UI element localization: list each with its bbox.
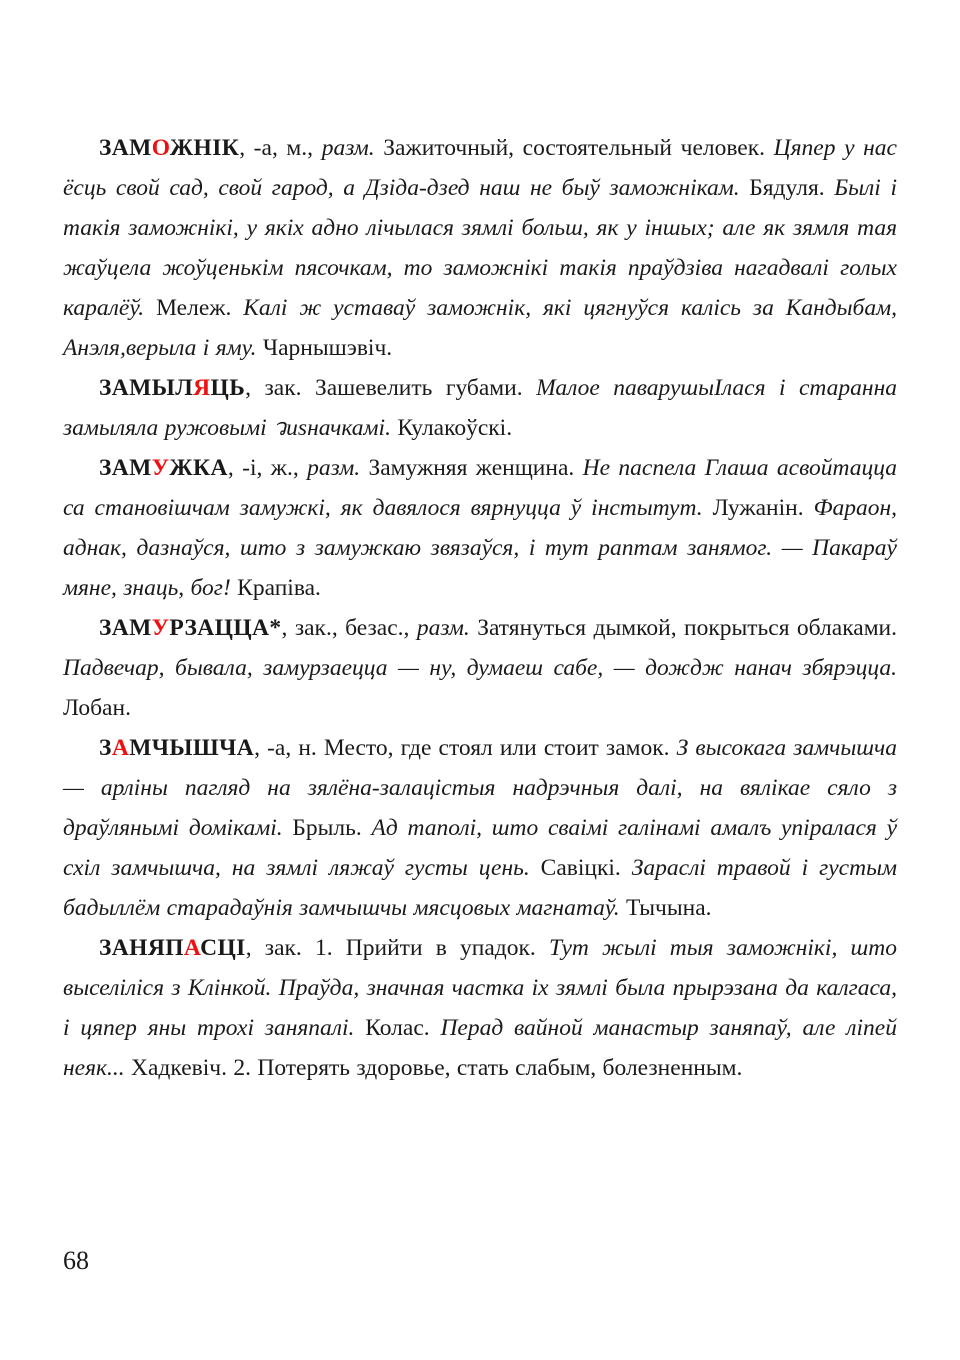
dictionary-entry (63, 728, 897, 928)
entry-headword: СЦІ (200, 935, 246, 961)
dictionary-entry (63, 448, 897, 608)
entry-headword: РЗАЦЦА* (169, 615, 282, 641)
entry-headword: ЗАМ (99, 615, 152, 641)
stress-accent-letter: А (111, 735, 130, 761)
entry-headword: МЧЫШЧА (129, 735, 255, 761)
stress-accent-letter: У (151, 615, 170, 641)
entry-headword: ЗАНЯП (99, 935, 184, 961)
grammar-label: , зак. (245, 375, 302, 401)
entry-citation: Не паспела Глаша асвойтацца са становішчам замужкі, як давялося вярнуцца ў інстытут. (63, 455, 898, 521)
entry-headword: ЦЬ (210, 375, 246, 401)
grammar-label: , -а, м., (239, 135, 322, 161)
entry-definition: Замужняя женщина. (360, 455, 583, 481)
stress-accent-letter: У (151, 455, 170, 481)
citation-author: Колас. (354, 1015, 441, 1041)
dictionary-entry (63, 928, 897, 1088)
entry-definition: Зажиточный, состоятельный человек. (374, 135, 774, 161)
sense-number: 1. (314, 935, 333, 961)
citation-author: Савіцкі. (529, 855, 632, 881)
grammar-label: , зак. (245, 935, 315, 961)
dictionary-entry (63, 368, 897, 448)
entry-citation: Калі ж уставаў заможнік, які цягнуўся калісь за Кандыбам, Анэля,верыла і яму. (63, 295, 897, 361)
entry-headword: ЗАМ (99, 455, 152, 481)
dictionary-entry (63, 128, 897, 368)
dictionary-page-body (63, 128, 897, 1088)
stress-accent-letter: А (183, 935, 201, 961)
citation-author: Кулакоўскі. (390, 415, 513, 441)
citation-author: Бядуля. (739, 175, 835, 201)
entry-headword: З (99, 735, 112, 761)
citation-author: Мележ. (144, 295, 244, 321)
entry-citation: Малое паварушыIлася і старанна замыляла ружовымі วusначкамі. (63, 375, 897, 441)
stress-accent-letter: Я (193, 375, 211, 401)
entry-citation: Фараон, аднак, дазнаўся, што з замужкаю звязаўся, і тут раптам занямог. — Пакараў мяне, знаць, бог! (63, 495, 897, 601)
entry-citation: Падвечар, бывала, замурзаецца — ну, думаеш сабе, — дождж нанач збярэцца. (63, 655, 897, 681)
entry-definition: Затянуться дымкой, покрыться облаками. (469, 615, 898, 641)
entry-definition: Зашевелить губами. (301, 375, 537, 401)
stress-accent-letter: О (151, 135, 170, 161)
citation-author: Брыль. (282, 815, 372, 841)
page-number: 68 (63, 1246, 89, 1275)
entry-definition: Прийти в упадок. (332, 935, 549, 961)
grammar-label: , -а, н. (254, 735, 317, 761)
entry-definition: Потерять здоровье, стать слабым, болезненным. (250, 1055, 743, 1081)
entry-citation: З высокага замчышча — арліны пагляд на зялёна-залацістыя надрэчныя далі, на вялікае сяло з драўлянымі домікамі. (63, 735, 897, 841)
entry-citation: Перад вайной манастыр заняпаў, але ліпей неяк... (63, 1015, 897, 1081)
entry-headword: ЗАМ (99, 135, 152, 161)
entry-definition: Место, где стоял или стоит замок. (316, 735, 677, 761)
citation-author: Крапіва. (230, 575, 321, 601)
citation-author: Лобан. (63, 695, 131, 721)
grammar-label: , -і, ж., (227, 455, 308, 481)
citation-author: Чарнышэвіч. (256, 335, 393, 361)
dictionary-entry (63, 608, 897, 728)
entry-citation: Зараслі травой і густым бадыллём старадаўнія замчышчы мясцовых магнатаў. (63, 855, 897, 921)
entry-citation: Ад таполі, што сваімі галінамі амалъ упіралася ў схіл замчышча, на зямлі ляжаў густы цень. (63, 815, 898, 881)
entry-citation: Былі і такія заможнікі, у якіх адно лічылася зямлі больш, як у іншых; але як зямля тая жаўцела жоўценькім пясочкам, то заможнікі такія праўдзіва нагадвалі голых каралёў. (63, 175, 897, 321)
entry-headword: ЖНІК (169, 135, 240, 161)
entry-headword: ЖКА (169, 455, 228, 481)
entry-headword: ЗАМЫЛ (99, 375, 194, 401)
citation-author: Хадкевіч. (124, 1055, 234, 1081)
grammar-label: , зак., безас., (281, 615, 417, 641)
usage-label: разм. (307, 455, 361, 481)
citation-author: Лужанін. (702, 495, 814, 521)
usage-label: разм. (321, 135, 375, 161)
entry-citation: Цяпер у нас ёсць свой сад, свой гарод, а Дзіда-дзед наш не быў заможнікам. (63, 135, 897, 201)
usage-label: разм. (416, 615, 470, 641)
citation-author: Тычына. (619, 895, 712, 921)
sense-number: 2. (233, 1055, 251, 1081)
entry-citation: Тут жылі тыя заможнікі, што выселіліся з Клінкой. Праўда, значная частка іх зямлі была прырэзана да калгаса, і цяпер яны трохі заняпалі. (63, 935, 897, 1041)
